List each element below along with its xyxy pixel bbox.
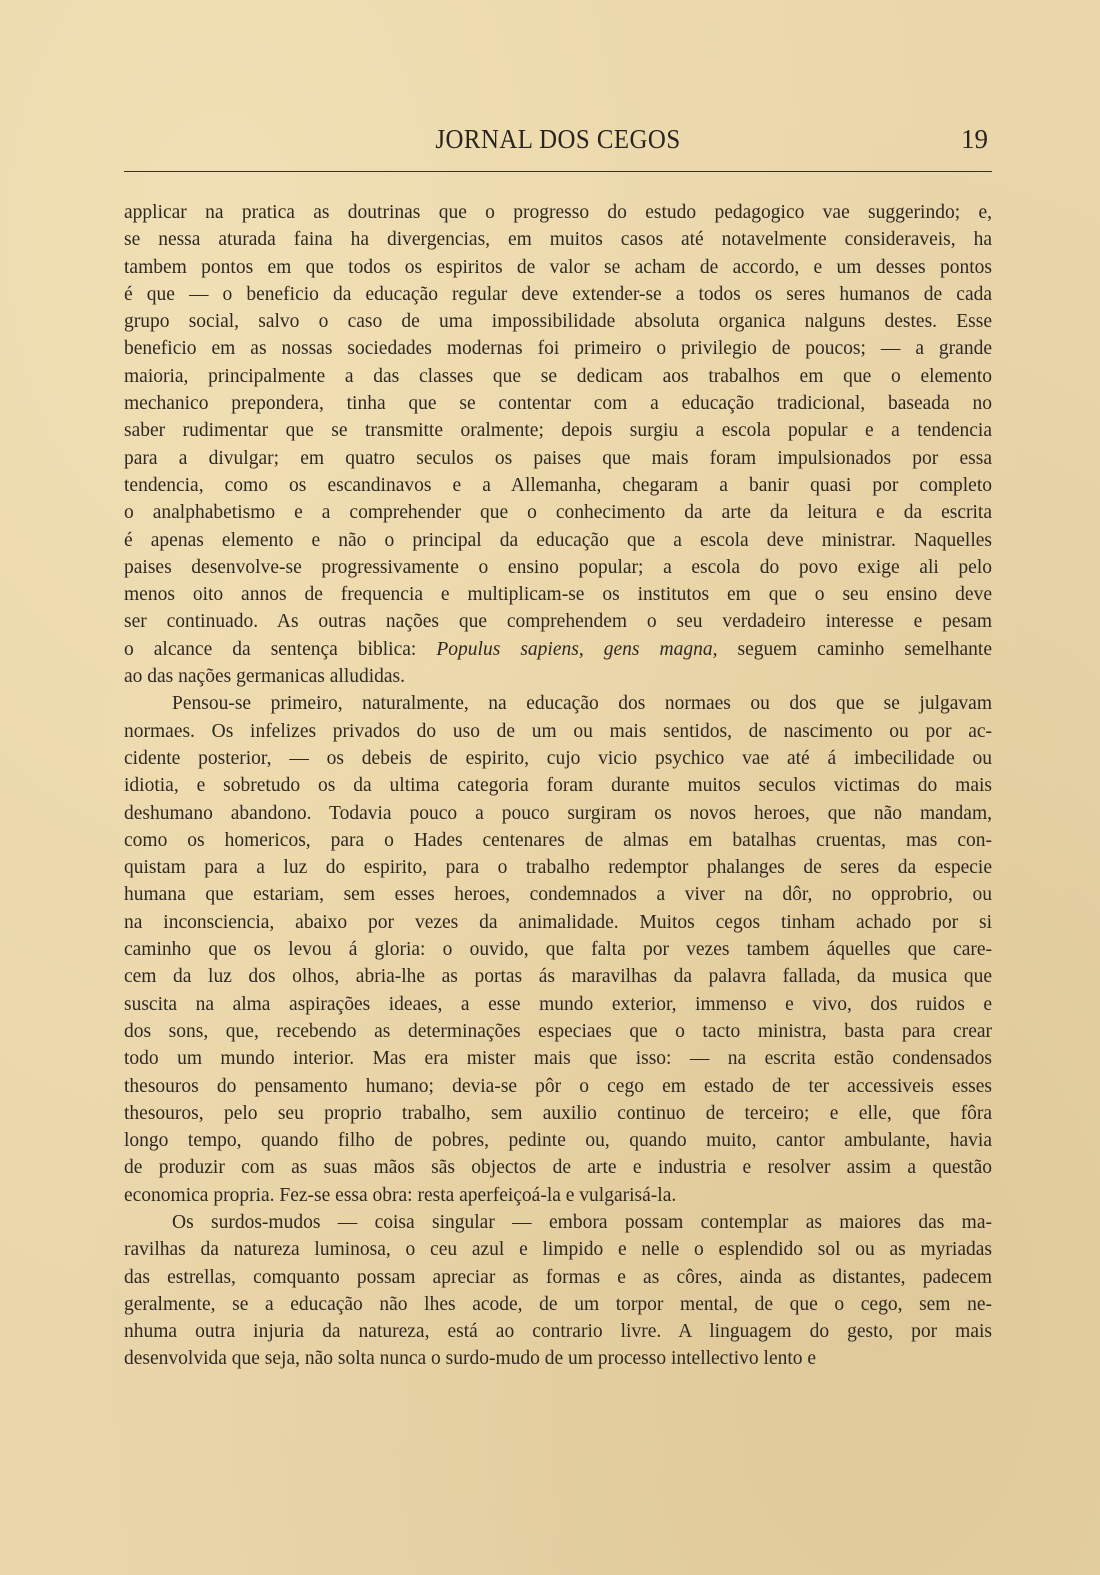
text-line: beneficio em as nossas sociedades modernas foi primeiro o privilegio de poucos; — a grande <box>124 338 992 360</box>
text-line: humana que estariam, sem esses heroes, condemnados a viver na dôr, no opprobrio, ou <box>124 884 992 906</box>
text-line: deshumano abandono. Todavia pouco a pouco surgiram os novos heroes, que não mandam, <box>124 802 992 824</box>
text-line: cem da luz dos olhos, abria-lhe as portas ás maravilhas da palavra fallada, da musica que <box>124 966 992 988</box>
text-line: ao das nações germanicas alludidas. <box>124 666 406 688</box>
text-line: idiotia, e sobretudo os da ultima categoria foram durante muitos seculos victimas do mais <box>124 775 992 797</box>
running-header <box>124 124 992 164</box>
text-line: normaes. Os infelizes privados do uso de um ou mais sentidos, de nascimento ou por ac- <box>124 720 992 742</box>
text-line: grupo social, salvo o caso de uma impossibilidade absoluta organica nalguns destes. Esse <box>124 311 992 333</box>
text-line: geralmente, se a educação não lhes acode, de um torpor mental, de que o cego, sem ne- <box>124 1293 992 1315</box>
after-quote: seguem caminho semelhante <box>717 638 992 660</box>
text-line: quistam para a luz do espirito, para o trabalho redemptor phalanges de seres da especie <box>124 857 992 879</box>
text-line: Pensou-se primeiro, naturalmente, na educação dos normaes ou dos que se julgavam <box>172 693 992 715</box>
text-line: é apenas elemento e não o principal da educação que a escola deve ministrar. Naquelles <box>124 529 992 551</box>
text-line: ravilhas da natureza luminosa, o ceu azul e limpido e nelle o esplendido sol ou as myriadas <box>124 1239 992 1261</box>
latin-quote: Populus sapiens, gens magna, <box>436 638 718 660</box>
header-title: JORNAL DOS CEGOS <box>435 124 681 154</box>
text-line: de produzir com as suas mãos sãs objectos de arte e industria e resolver assim a questão <box>124 1157 992 1179</box>
paragraph <box>124 1209 992 1373</box>
text-line: nhuma outra injuria da natureza, está ao contrario livre. A linguagem do gesto, por mais <box>124 1321 992 1343</box>
text-line: applicar na pratica as doutrinas que o progresso do estudo pedagogico vae suggerindo; e, <box>124 202 992 223</box>
text-line: tendencia, como os escandinavos e a Allemanha, chegaram a banir quasi por completo <box>124 474 992 496</box>
text-line: o analphabetismo e a comprehender que o conhecimento da arte da leitura e da escrita <box>124 502 992 524</box>
text-line: economica propria. Fez-se essa obra: resta aperfeiçoá-la e vulgarisá-la. <box>124 1184 677 1206</box>
text-line: thesouros do pensamento humano; devia-se pôr o cego em estado de ter accessiveis esses <box>124 1075 992 1097</box>
paragraph <box>124 690 992 1209</box>
text-line: das estrellas, comquanto possam apreciar as formas e as côres, ainda as distantes, padecem <box>124 1266 992 1288</box>
text-line: se nessa aturada faina ha divergencias, em muitos casos até notavelmente consideraveis, ha <box>124 229 992 251</box>
header-rule <box>124 171 992 172</box>
page-number: 19 <box>961 124 988 154</box>
text-line: para a divulgar; em quatro seculos os paises que mais foram impulsionados por essa <box>124 447 992 469</box>
text-line: como os homericos, para o Hades centenares de almas em batalhas cruentas, mas con- <box>124 829 992 851</box>
paragraph <box>124 199 992 690</box>
text-line: ser continuado. As outras nações que comprehendem o seu verdadeiro interesse e pesam <box>124 611 992 633</box>
text-line: Os surdos-mudos — coisa singular — embora possam contemplar as maiores das ma- <box>172 1211 992 1233</box>
text-line: longo tempo, quando filho de pobres, pedinte ou, quando muito, cantor ambulante, havia <box>124 1130 992 1152</box>
text-line: todo um mundo interior. Mas era mister mais que isso: — na escrita estão condensados <box>124 1048 992 1070</box>
text-line: cidente posterior, — os debeis de espirito, cujo vicio psychico vae até á imbecilidade ou <box>124 747 992 769</box>
text-line: é que — o beneficio da educação regular deve extender-se a todos os seres humanos de cada <box>124 283 992 305</box>
text-line: menos oito annos de frequencia e multiplicam-se os institutos em que o seu ensino deve <box>124 584 992 606</box>
text-line: caminho que os levou á gloria: o ouvido, que falta por vezes tambem áquelles que care- <box>124 939 992 961</box>
text-line: mechanico prepondera, tinha que se contentar com a educação tradicional, baseada no <box>124 393 992 415</box>
text-line: tambem pontos em que todos os espiritos de valor se acham de accordo, e um desses pontos <box>124 256 992 278</box>
text-line: na inconsciencia, abaixo por vezes da animalidade. Muitos cegos tinham achado por si <box>124 911 992 933</box>
text-line: paises desenvolve-se progressivamente o ensino popular; a escola do povo exige ali pelo <box>124 556 992 578</box>
text-line: desenvolvida que seja, não solta nunca o surdo-mudo de um processo intellectivo lento e <box>124 1348 817 1370</box>
text-line: maioria, principalmente a das classes que se dedicam aos trabalhos em que o elemento <box>124 365 992 387</box>
article-body <box>124 199 992 1373</box>
text-line: saber rudimentar que se transmitte oralmente; depois surgiu a escola popular e a tendencia <box>124 420 992 442</box>
text-line: thesouros, pelo seu proprio trabalho, sem auxilio continuo de terceiro; e elle, que fôra <box>124 1102 992 1124</box>
text-line: suscita na alma aspirações ideaes, a esse mundo exterior, immenso e vivo, dos ruidos e <box>124 993 992 1015</box>
text-line: o alcance da sentença biblica: Populus sapiens, gens magna, seguem caminho semelhante <box>124 638 992 660</box>
text-line: dos sons, que, recebendo as determinações especiaes que o tacto ministra, basta para crear <box>124 1020 992 1042</box>
